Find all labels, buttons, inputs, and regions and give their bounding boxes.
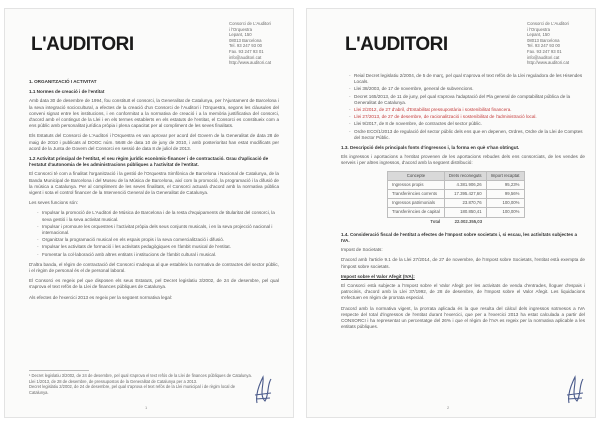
address-line: Lepant, 150: [229, 32, 252, 38]
paragraph: Els Estatuts del Consorci de L'Auditori i l'Orquestra es van aprovar per acord del Govern de la Generalitat de data 28 de maig de 2010 i publicats al DOGC núm. 5648 de data 10 de juny de 2010, i amb posterioritat han estat modificats per acord de la Junta de Govern del Consorci en sessió de data 8 de juliol de 2013.: [29, 133, 279, 151]
paragraph: El Consorci està subjecte a l'Impost sobre el Valor Afegit per les activitats de venda d'entrades, lloguer d'espais i patrocinis, d'acord amb la Llei 37/1992, de 28 de desembre, de l'Impost sobre el Valor Afegit. Les liquidacions s'efectuen en règim de prorrata especial.: [341, 283, 585, 301]
address-line: Consorci de L'Auditori: [229, 21, 271, 26]
list-item: - Organitzar la programació musical en els espais propis i la seva comercialització i difusió.: [37, 237, 279, 243]
column-header: Import recaptat: [486, 171, 524, 180]
table-cell: Transferències corrents: [388, 190, 445, 199]
footnotes: [29, 370, 253, 395]
total-label: Total: [430, 218, 441, 224]
table-cell: 100,00%: [486, 199, 524, 208]
document-page-right: [306, 8, 596, 418]
address-line: http://www.auditori.cat: [527, 60, 570, 66]
address-line: info@auditori.cat: [527, 54, 560, 60]
auditori-logo: L'AUDITORI: [31, 34, 134, 55]
column-header: Drets reconeguts: [444, 171, 486, 180]
table-cell: 180.850,41: [444, 208, 486, 217]
function-list: [37, 210, 279, 257]
table-row: [388, 190, 525, 199]
signature-mark: [563, 373, 587, 407]
table-cell: Ingressos propis: [388, 180, 445, 189]
list-item: - Llei 38/2003, de 17 de novembre, general de subvencions.: [349, 86, 585, 92]
address-line: http://www.auditori.cat: [229, 60, 272, 66]
paragraph: D'acord amb la normativa vigent, la prorrata aplicada és la que resulta del càlcul dels ingressos sotmesos a IVA respecte del total d'ingressos de l'entitat durant l'exercici, que per a l'exercici 2013 ha estat calculada a partir del CONSORCI i ha representat un percentatge del 26% i que el règim de l'IVA es regeix per la normativa aplicable a les entitats públiques.: [341, 305, 585, 330]
address-line: 08013 Barcelona: [527, 37, 560, 43]
paragraph: D'acord amb l'article 9.1 de la Llei 27/2014, de 27 de novembre, de l'Impost sobre Societats, l'entitat està exempta de l'impost sobre societats.: [341, 257, 585, 269]
list-intro: Les seves funcions són:: [29, 200, 79, 206]
subsection-title: 1.4. Consideració fiscal de l'entitat a efectes de l'Impost sobre societats i, si escau, les activitats subjectes a IVA.: [341, 231, 578, 244]
address-line: Fax. 93 247 93 01: [229, 48, 264, 54]
column-header: Concepte: [388, 171, 445, 180]
list-item: - Llei 2/2012, de 27 d'abril, d'Estabilitat pressupostària i sostenibilitat financera.: [349, 107, 585, 113]
subsection-title: Impost sobre el Valor Afegit (IVA):: [341, 273, 415, 279]
paragraph: El Consorci es regeix pel que disposen els seus Estatuts, pel Decret legislatiu 3/2002, de 24 de desembre, pel qual s'aprova el text refós de la Llei de finances públiques de Catalunya.: [29, 278, 279, 290]
footnote: ¹ Decret legislatiu 3/2002, de 24 de desembre, pel qual s'aprova el text refós de la Llei de finances públiques de Catalunya.: [29, 373, 252, 379]
subsection-title: 1.1 Normes de creació i de l'entitat: [29, 89, 105, 95]
table-cell: 100,00%: [486, 208, 524, 217]
page-body: [29, 75, 279, 305]
footnote: Llei 1/2013, de 28 de desembre, de pressupostos de la Generalitat de Catalunya per a 2013.: [29, 378, 198, 384]
document-page-left: [4, 8, 294, 418]
table-header-row: [388, 171, 525, 180]
address-line: info@auditori.cat: [229, 54, 262, 60]
list-item: - Llei 9/2017, de 8 de novembre, de contractes del sector públic.: [349, 121, 585, 127]
signature-mark: [251, 373, 275, 407]
list-item: - Impulsar i promoure les orquestres i l'activitat pròpia dels seus conjunts musicals, i en la seva projecció nacional i internacional.: [37, 224, 279, 236]
list-item: - Impulsar les activitats de formació i les activitats pedagògiques en l'àmbit musical de l'entitat.: [37, 244, 279, 250]
paragraph: Els ingressos i aportacions a l'entitat provenen de les aportacions rebudes dels ens consorciats, de les vendes de serveis i per altres ingressos, d'acord amb la següent distribució:: [341, 154, 585, 166]
address-line: i l'Orquestra: [229, 26, 253, 32]
table-cell: Transferències de capital: [388, 208, 445, 217]
address-line: 08013 Barcelona: [229, 37, 262, 43]
address-block: [527, 21, 569, 66]
list-item: - Llei 27/2013, de 27 de desembre, de racionalització i sostenibilitat de l'administració local.: [349, 114, 585, 120]
table-row: [388, 180, 525, 189]
list-item: - Reial Decret legislatiu 2/2004, de 5 de març, pel qual s'aprova el text refós de la Llei reguladora de les Hisendes Locals.: [349, 73, 585, 85]
table-row: [388, 199, 525, 208]
table-cell: 95,23%: [486, 180, 524, 189]
address-line: Fax. 93 247 93 01: [527, 48, 562, 54]
list-item: - Ordre ECO/1/2013 de regulació del sector públic dels ens que en depenen, Ordres, Ordre de la Llei de Comptes del Sector Públic.: [349, 129, 585, 141]
table-total-row: [388, 217, 525, 226]
table-cell: Ingressos patrimonials: [388, 199, 445, 208]
footnote-rule: [29, 370, 89, 371]
total-value: 22.002.355,03: [454, 218, 483, 224]
address-line: Lepant, 150: [527, 32, 550, 38]
address-line: Tel. 93 247 93 00: [229, 43, 262, 49]
table-cell: 17.395.427,60: [444, 190, 486, 199]
paragraph: Amb data 30 de desembre de 1994, fou constituït el consorci, la Generalitat de Catalunya, per l'Ajuntament de Barcelona i la seva integració sociocultural, a efectes de la creació d'un Consorci de l'Auditori i l'Orquestra, segons les clàusules del conveni signat entre les institucions, i en conformitat a la normativa de creació i a la memòria justificativa del consorci, d'acord amb el contingut de la Llei i en els termes establerts en els estatuts de l'entitat, el Consorci es constitueix com a ens públic amb personalitat jurídica pròpia i plena capacitat per al compliment de les seves finalitats.: [29, 98, 279, 129]
paragraph: El Consorci té com a finalitat l'organització i la gestió de l'Orquestra Simfònica de Barcelona i Nacional de Catalunya, de la Banda Municipal de Barcelona i del Museu de la Música de Barcelona, així com la promoció, la programació i la difusió de la música a Catalunya. Per al compliment de les seves finalitats, el Consorci actuarà d'acord amb la normativa pública vigent i sota el control financer de la Intervenció General de la Generalitat de Catalunya.: [29, 171, 279, 196]
address-line: i l'Orquestra: [527, 26, 551, 32]
auditori-logo: L'AUDITORI: [345, 34, 448, 55]
address-line: Tel. 93 247 93 00: [527, 43, 560, 49]
footnote: Decret legislatiu 2/2002, de 24 de desembre, pel qual s'aprova el text refós de la Llei municipal i de règim local de Catalunya.: [29, 384, 236, 395]
subsection-title: 1.3. Descripció dels principals fonts d'ingressos i, la forma en què s'han obtingut.: [341, 145, 520, 151]
table-cell-empty: [486, 217, 524, 226]
table-row: [388, 208, 525, 217]
address-block: [229, 21, 271, 66]
paragraph: D'altra banda, el règim de contractació del Consorci s'adequa al que estableix la normativa de contractes del sector públic, i el règim de personal és el de personal laboral.: [29, 261, 279, 274]
legislation-list: [349, 73, 585, 141]
list-item: - Impulsar la promoció de L'Auditori de Música de Barcelona i de la resta d'equipaments de titularitat del consorci, la seva gestió i la seva activitat musical.: [37, 210, 279, 222]
list-item: - Decret 165/2013, de 11 de juny, pel qual s'aprova l'adaptació del Pla general de comptabilitat pública de la Generalitat de Catalunya.: [349, 94, 585, 106]
table-cell: 4.381.906,26: [444, 180, 486, 189]
subsection-title: 1.2 Activitat principal de l'entitat, el seu règim jurídic econòmic-financer i de contractació. Grau d'aplicació de l'estatut d'autonomia de les administracions públiques a l'activitat de l'entitat.: [29, 156, 269, 168]
list-item: - Fomentar la col·laboració amb altres entitats i institucions de l'àmbit cultural i musical.: [37, 252, 279, 258]
paragraph: Impost de Societats:: [341, 247, 383, 253]
page-number: 1: [145, 404, 148, 410]
section-title: 1. ORGANITZACIÓ I ACTIVITAT: [29, 79, 97, 84]
income-table: [387, 171, 525, 226]
address-line: Consorci de L'Auditori: [527, 21, 569, 26]
page-number: 2: [447, 404, 450, 410]
table-cell: 99,56%: [486, 190, 524, 199]
paragraph: Als efectes de l'exercici 2013 es regeix per la següent normativa legal:: [29, 294, 173, 300]
page-body: [341, 73, 585, 335]
table-cell: 23.870,76: [444, 199, 486, 208]
